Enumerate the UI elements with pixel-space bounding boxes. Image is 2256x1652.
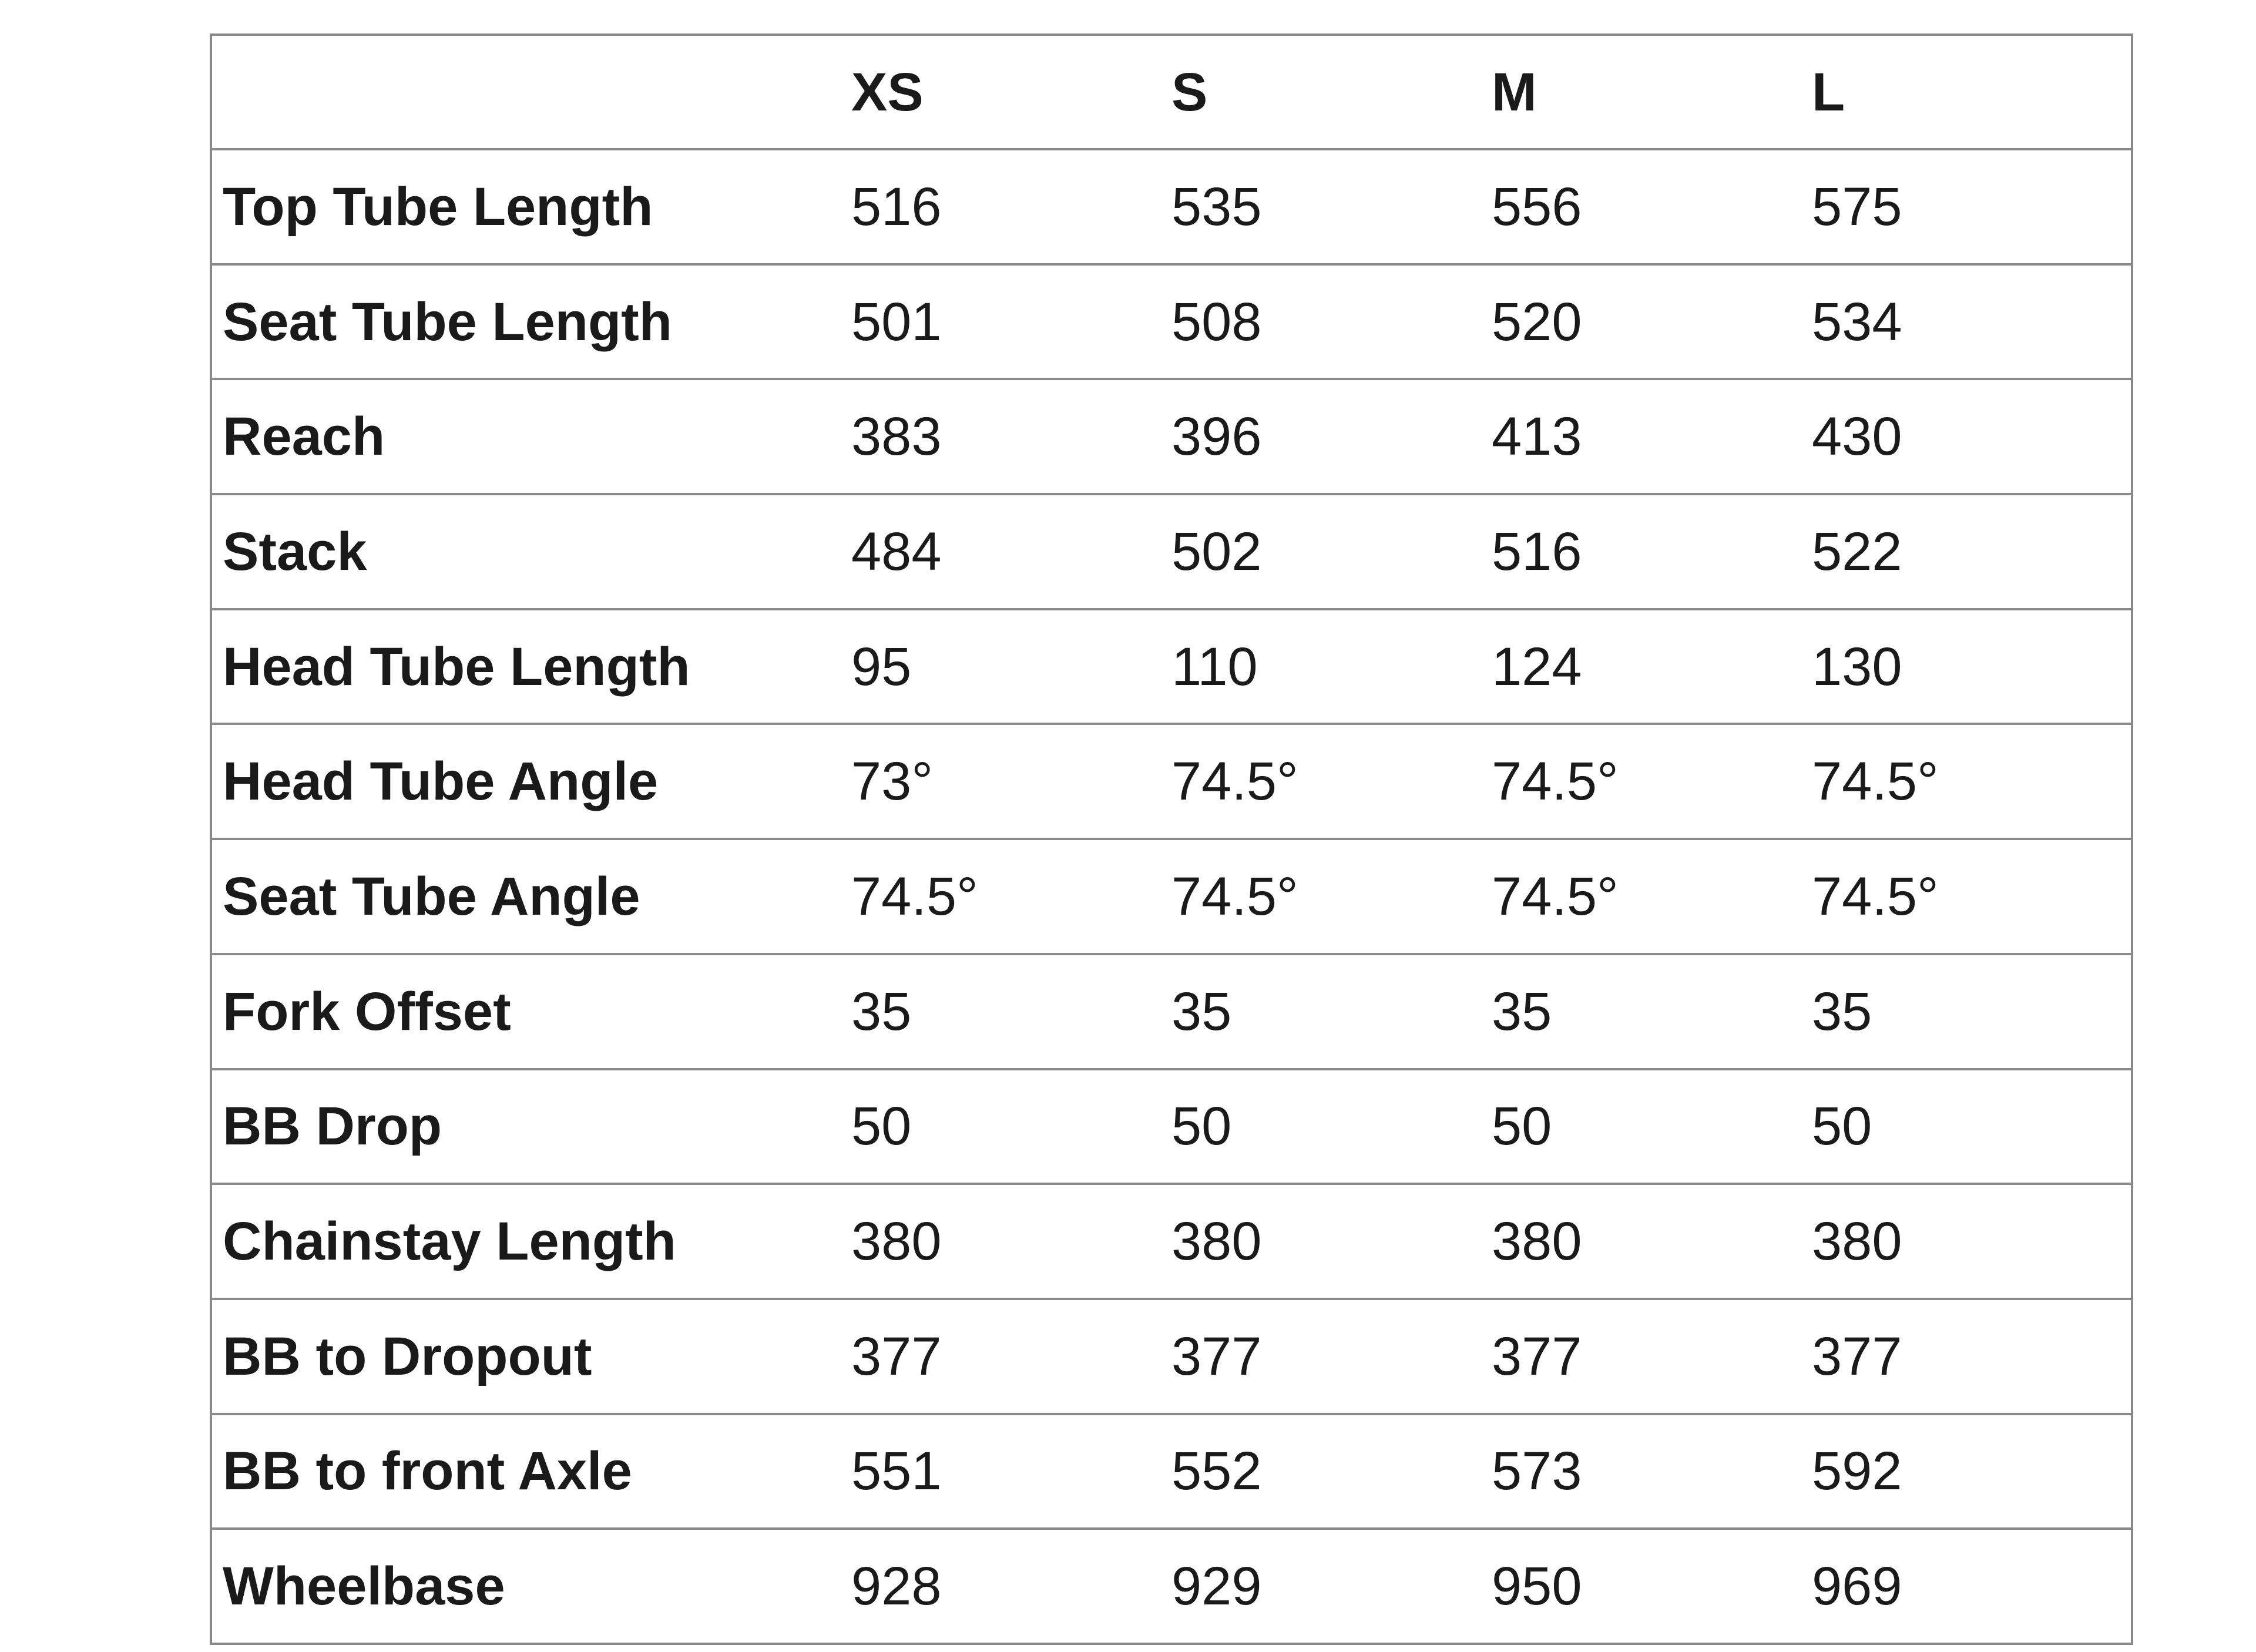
table-cell: 502	[1171, 494, 1492, 609]
table-cell: 73°	[851, 724, 1171, 839]
corner-cell	[211, 35, 851, 149]
table-cell: 35	[1171, 954, 1492, 1069]
table-row	[211, 724, 2132, 839]
table-row	[211, 379, 2132, 494]
size-header-s: S	[1171, 35, 1492, 149]
table-cell: 380	[1171, 1184, 1492, 1299]
table-cell: 50	[851, 1069, 1171, 1184]
table-row	[211, 264, 2132, 380]
table-cell: 535	[1171, 149, 1492, 264]
table-cell: 110	[1171, 609, 1492, 724]
size-header-m: M	[1492, 35, 1812, 149]
row-label: Head Tube Length	[211, 609, 851, 724]
row-label: Seat Tube Angle	[211, 839, 851, 954]
table-cell: 50	[1171, 1069, 1492, 1184]
table-cell: 969	[1812, 1529, 2132, 1644]
table-row	[211, 494, 2132, 609]
row-label: Reach	[211, 379, 851, 494]
table-cell: 396	[1171, 379, 1492, 494]
table-row	[211, 1184, 2132, 1299]
table-cell: 575	[1812, 149, 2132, 264]
table-cell: 95	[851, 609, 1171, 724]
table-row	[211, 839, 2132, 954]
table-cell: 551	[851, 1414, 1171, 1529]
table-cell: 74.5°	[1492, 839, 1812, 954]
table-cell: 501	[851, 264, 1171, 380]
table-cell: 74.5°	[1492, 724, 1812, 839]
row-label: BB to Dropout	[211, 1299, 851, 1414]
table-cell: 380	[1492, 1184, 1812, 1299]
table-row	[211, 149, 2132, 264]
table-cell: 552	[1171, 1414, 1492, 1529]
row-label: Seat Tube Length	[211, 264, 851, 380]
table-cell: 522	[1812, 494, 2132, 609]
size-header-xs: XS	[851, 35, 1171, 149]
table-cell: 124	[1492, 609, 1812, 724]
table-cell: 74.5°	[1812, 839, 2132, 954]
table-cell: 377	[851, 1299, 1171, 1414]
table-cell: 413	[1492, 379, 1812, 494]
table-cell: 377	[1171, 1299, 1492, 1414]
table-cell: 74.5°	[1171, 839, 1492, 954]
table-cell: 573	[1492, 1414, 1812, 1529]
table-cell: 74.5°	[851, 839, 1171, 954]
table-cell: 534	[1812, 264, 2132, 380]
row-label: Wheelbase	[211, 1529, 851, 1644]
table-cell: 50	[1812, 1069, 2132, 1184]
table-cell: 377	[1812, 1299, 2132, 1414]
table-cell: 74.5°	[1171, 724, 1492, 839]
table-cell: 556	[1492, 149, 1812, 264]
table-cell: 516	[1492, 494, 1812, 609]
table-cell: 484	[851, 494, 1171, 609]
table-cell: 380	[1812, 1184, 2132, 1299]
table-cell: 74.5°	[1812, 724, 2132, 839]
table-cell: 508	[1171, 264, 1492, 380]
table-row	[211, 1529, 2132, 1644]
row-label: BB Drop	[211, 1069, 851, 1184]
table-cell: 516	[851, 149, 1171, 264]
row-label: BB to front Axle	[211, 1414, 851, 1529]
header-row	[211, 35, 2132, 149]
table-row	[211, 1069, 2132, 1184]
row-label: Top Tube Length	[211, 149, 851, 264]
table-cell: 35	[851, 954, 1171, 1069]
table-cell: 377	[1492, 1299, 1812, 1414]
table-row	[211, 954, 2132, 1069]
table-cell: 35	[1812, 954, 2132, 1069]
table-cell: 592	[1812, 1414, 2132, 1529]
table-row	[211, 609, 2132, 724]
table-row	[211, 1299, 2132, 1414]
row-label: Head Tube Angle	[211, 724, 851, 839]
size-header-l: L	[1812, 35, 2132, 149]
table-cell: 928	[851, 1529, 1171, 1644]
row-label: Chainstay Length	[211, 1184, 851, 1299]
table-cell: 520	[1492, 264, 1812, 380]
table-cell: 430	[1812, 379, 2132, 494]
table-cell: 130	[1812, 609, 2132, 724]
table-cell: 383	[851, 379, 1171, 494]
table-cell: 380	[851, 1184, 1171, 1299]
row-label: Stack	[211, 494, 851, 609]
row-label: Fork Offset	[211, 954, 851, 1069]
table-cell: 929	[1171, 1529, 1492, 1644]
table-cell: 35	[1492, 954, 1812, 1069]
table-cell: 950	[1492, 1529, 1812, 1644]
geometry-table	[210, 33, 2133, 1645]
table-cell: 50	[1492, 1069, 1812, 1184]
table-row	[211, 1414, 2132, 1529]
